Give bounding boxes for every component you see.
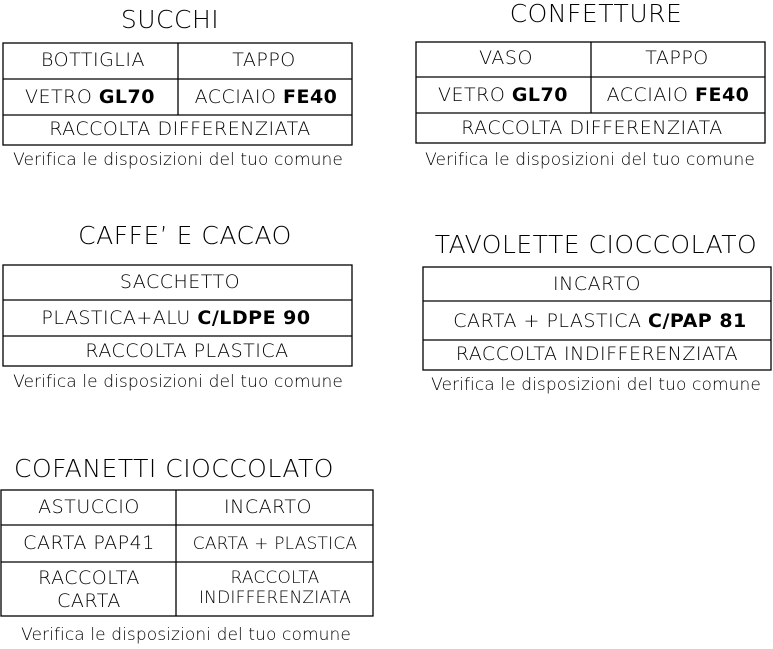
tavolette-note: Verifica le disposizioni del tuo comune: [431, 375, 761, 395]
confetture-title: CONFETTURE: [509, 0, 683, 28]
confetture-disposal: RACCOLTA DIFFERENZIATA: [461, 117, 723, 139]
confetture-cap-material: [607, 86, 750, 105]
disposal-line: RACCOLTA: [230, 568, 320, 588]
caffe-bag-header: SACCHETTO: [119, 271, 241, 293]
caffe-note: Verifica le disposizioni del tuo comune: [13, 372, 343, 392]
material-code: FE40: [695, 84, 750, 106]
succhi-bottle-material: [25, 88, 155, 107]
confetture-jar-material: [438, 86, 568, 105]
material-text: ACCIAIO: [194, 86, 277, 108]
material-code: GL70: [98, 86, 155, 108]
cofanetti-box-material: CARTA PAP41: [23, 532, 155, 554]
material-text: VETRO: [25, 86, 93, 108]
succhi-cap-header: TAPPO: [232, 49, 296, 71]
cofanetti-box-disposal: [0, 567, 179, 613]
caffe-title: CAFFE’ E CACAO: [78, 221, 292, 250]
confetture-jar-header: VASO: [479, 47, 533, 69]
material-code: C/PAP 81: [648, 310, 747, 332]
material-code: FE40: [283, 86, 338, 108]
material-text: CARTA + PLASTICA: [453, 310, 642, 332]
cofanetti-wrap-material: CARTA + PLASTICA: [192, 534, 358, 554]
disposal-line: RACCOLTA: [38, 567, 140, 589]
succhi-disposal: RACCOLTA DIFFERENZIATA: [49, 118, 311, 140]
succhi-bottle-header: BOTTIGLIA: [41, 49, 145, 71]
material-text: ACCIAIO: [606, 84, 689, 106]
tavolette-wrap-header: INCARTO: [553, 273, 641, 295]
tavolette-wrap-material: [453, 312, 747, 331]
material-text: VETRO: [438, 84, 506, 106]
succhi-note: Verifica le disposizioni del tuo comune: [13, 150, 343, 170]
tavolette-disposal: RACCOLTA INDIFFERENZIATA: [455, 343, 739, 365]
cofanetti-title: COFANETTI CIOCCOLATO: [14, 454, 334, 483]
succhi-title: SUCCHI: [120, 5, 220, 34]
succhi-cap-material: [195, 88, 338, 107]
tavolette-title: TAVOLETTE CIOCCOLATO: [434, 230, 758, 259]
caffe-disposal: RACCOLTA PLASTICA: [85, 340, 289, 362]
material-text: PLASTICA+ALU: [41, 307, 191, 329]
confetture-cap-header: TAPPO: [645, 47, 709, 69]
disposal-line: CARTA: [57, 589, 121, 612]
disposal-line: INDIFFERENZIATA: [198, 588, 352, 609]
cofanetti-wrap-disposal: [185, 568, 365, 609]
confetture-note: Verifica le disposizioni del tuo comune: [425, 150, 755, 170]
cofanetti-note: Verifica le disposizioni del tuo comune: [21, 625, 351, 645]
material-code: GL70: [511, 84, 568, 106]
cofanetti-box-header: ASTUCCIO: [38, 496, 140, 518]
caffe-bag-material: [41, 309, 310, 328]
cofanetti-wrap-header: INCARTO: [224, 496, 312, 518]
material-code: C/LDPE 90: [197, 307, 311, 329]
